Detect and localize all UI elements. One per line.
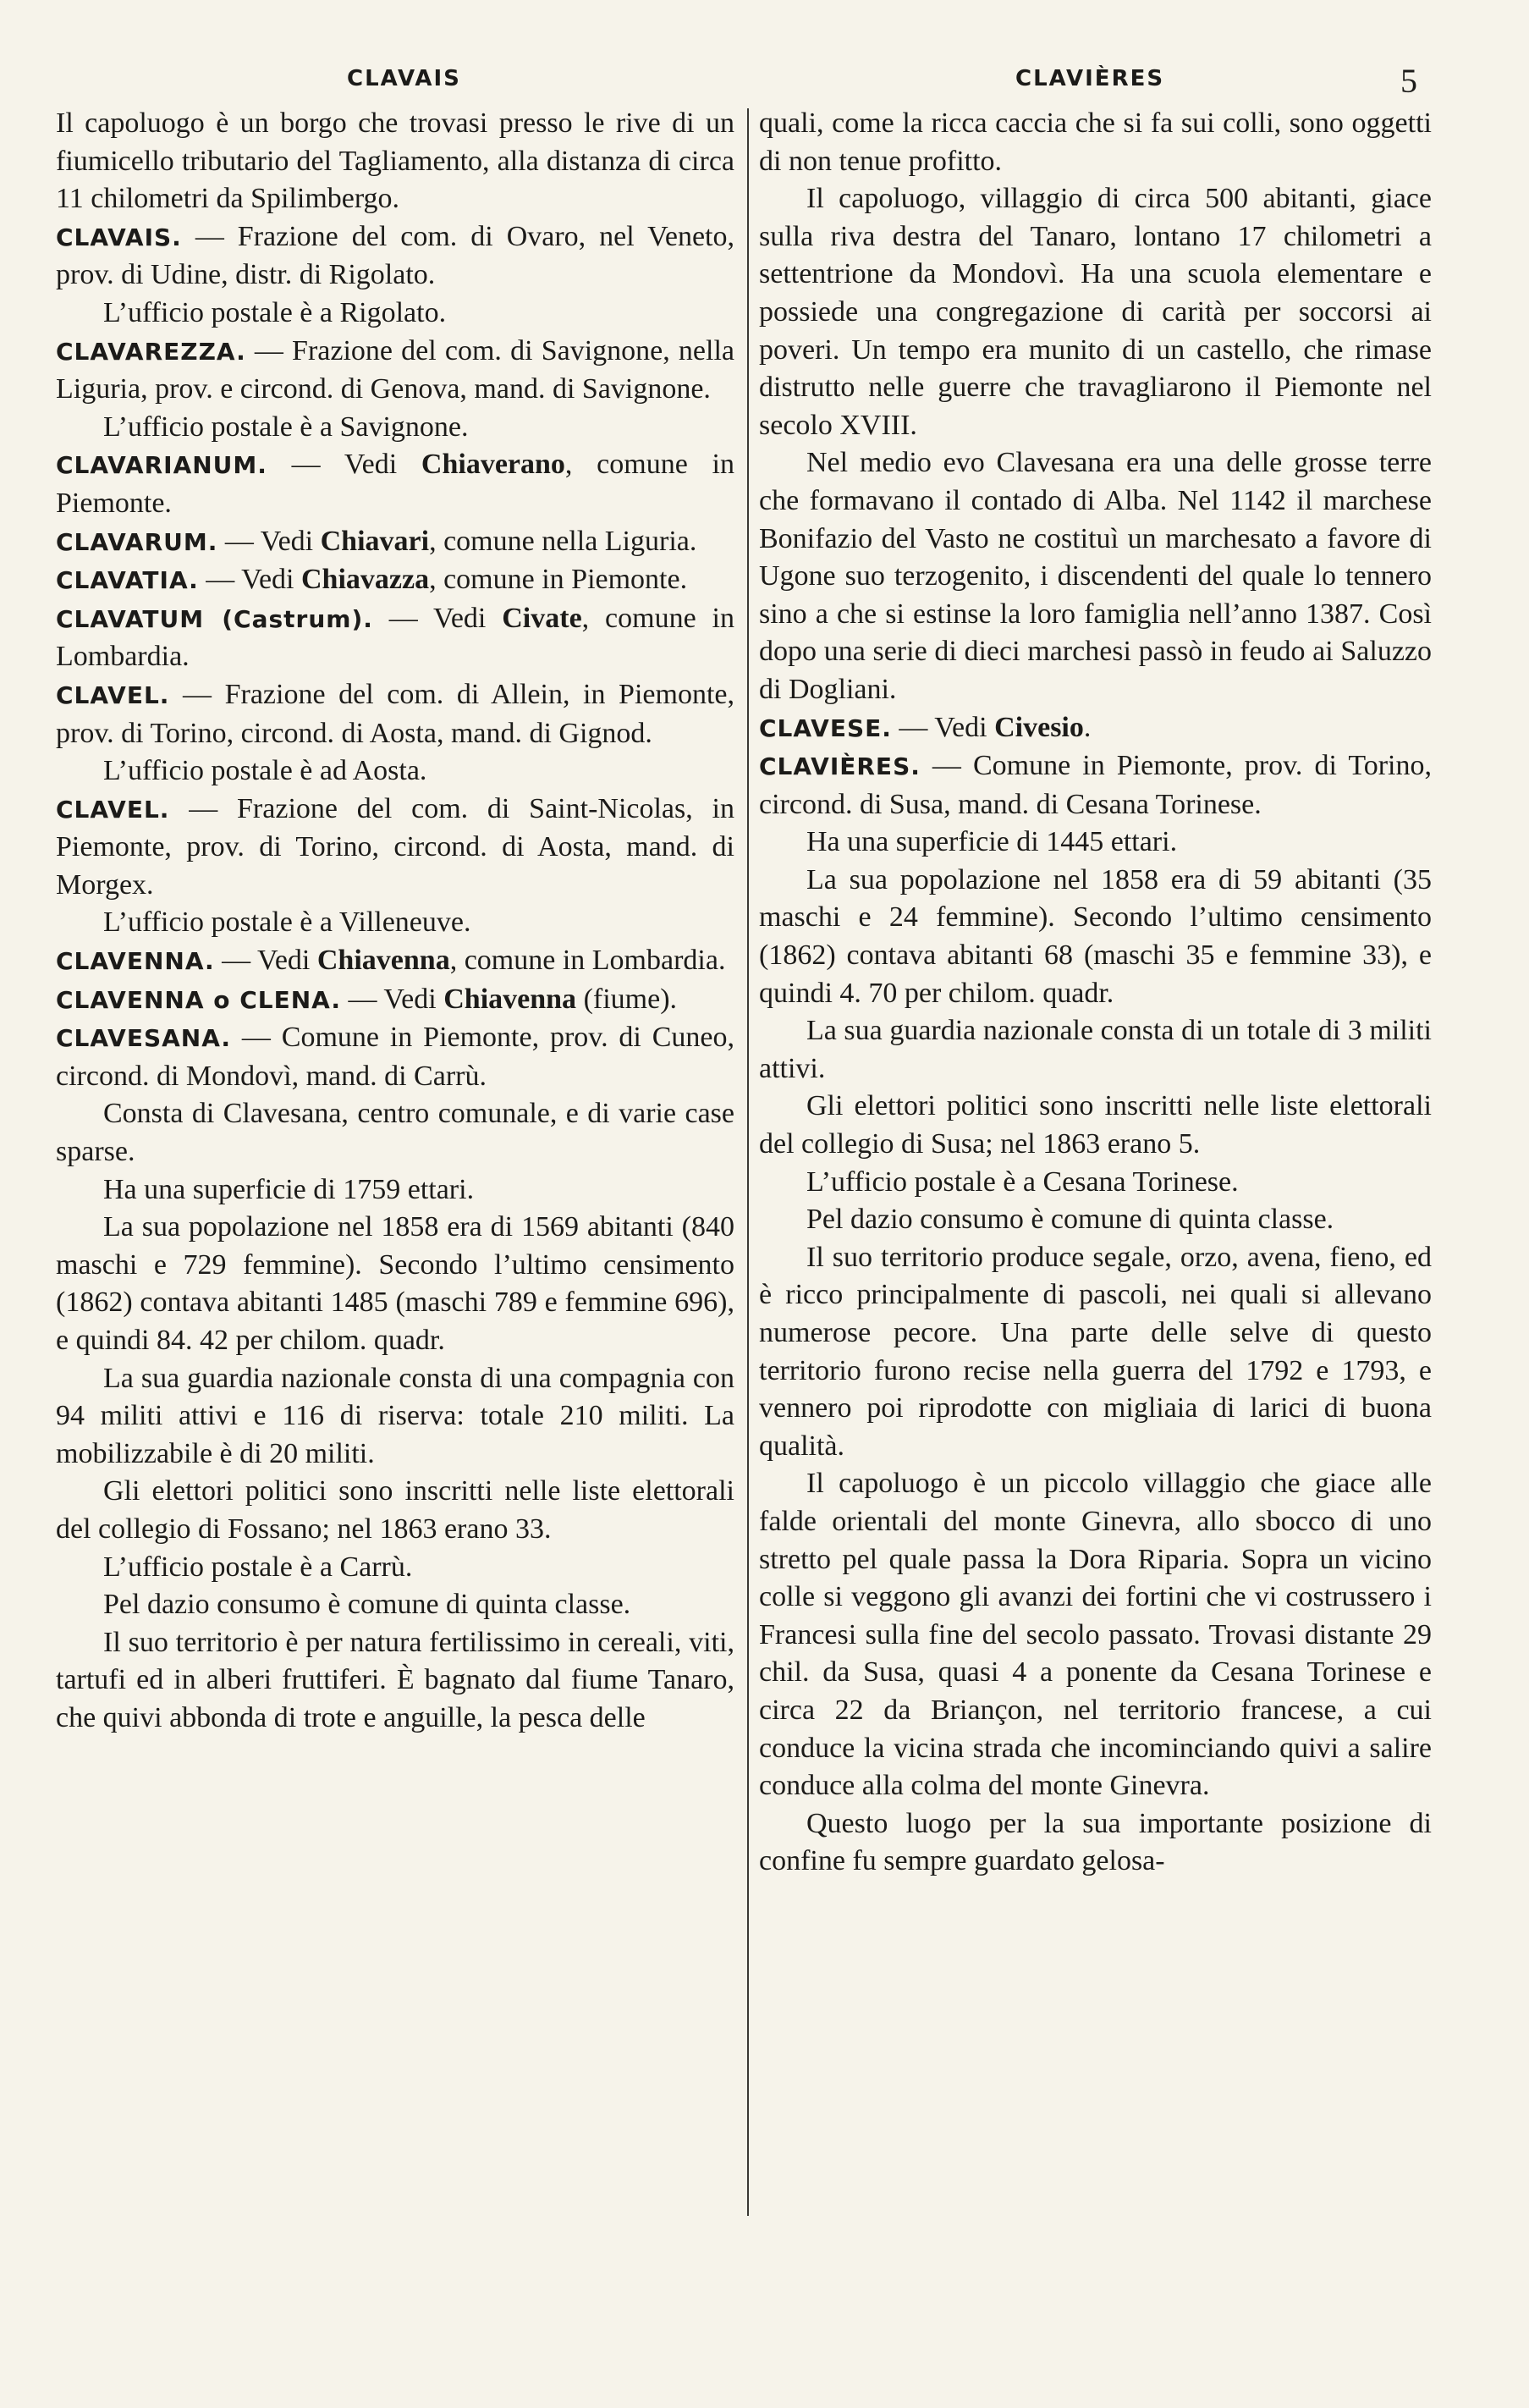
entry-text-after: , comune in Piemonte.: [56, 449, 734, 519]
entry-term: CLAVAIS.: [56, 223, 182, 251]
left-column: [56, 105, 734, 1738]
entry-text-after: , comune in Piemonte.: [429, 564, 688, 596]
dictionary-entry: [56, 561, 734, 600]
entry-text: — Vedi: [267, 449, 421, 481]
entry-text-after: .: [1083, 711, 1092, 743]
entry-term: CLAVAREZZA.: [56, 337, 246, 366]
entry-text: — Frazione del com. di Ovaro, nel Veneto, prov. di Udine, distr. di Rigolato.: [56, 220, 734, 291]
entry-term: CLAVARUM.: [56, 527, 218, 556]
entry-term: CLAVATIA.: [56, 566, 199, 595]
paragraph: [759, 180, 1432, 444]
cross-reference: Chiavari: [320, 525, 430, 557]
entry-text: — Comune in Piemonte, prov. di Cuneo, circond. di Mondovì, mand. di Carrù.: [56, 1022, 734, 1092]
entry-term: CLAVESE.: [759, 714, 892, 742]
dictionary-entry: [56, 942, 734, 981]
cross-reference: Chiavenna: [316, 945, 450, 977]
entry-text: — Frazione del com. di Savignone, nella Liguria, prov. e circond. di Genova, mand. di Savignone.: [56, 334, 734, 405]
paragraph: [56, 1549, 734, 1587]
paragraph: [56, 904, 734, 942]
paragraph-text: L’ufficio postale è a Cesana Torinese.: [806, 1165, 1239, 1198]
cross-reference: Chiaverano: [421, 449, 565, 481]
paragraph-text: L’ufficio postale è a Carrù.: [103, 1551, 413, 1583]
paragraph-text: Consta di Clavesana, centro comunale, e di varie case sparse.: [56, 1098, 734, 1168]
paragraph-text: Questo luogo per la sua importante posizione di confine fu sempre guardato gelosa-: [759, 1807, 1432, 1877]
dictionary-entry: [56, 791, 734, 905]
paragraph: [56, 105, 734, 218]
paragraph-text: Il capoluogo, villaggio di circa 500 abitanti, giace sulla riva destra del Tanaro, lontano 17 chilometri a settentrione da Mondovì. Ha una scuola elementare e possiede una congregazione di carità per soccorsi ai poveri. Un tempo era munito di un castello, che rimase distrutto nelle guerre che travagliarono il Piemonte nel secolo XVIII.: [759, 183, 1432, 441]
entry-text: — Vedi: [198, 564, 301, 596]
cross-reference: Chiavazza: [301, 564, 430, 596]
paragraph-text: Il suo territorio è per natura fertilissimo in cereali, viti, tartufi ed in alberi fruttiferi. È bagnato dal fiume Tanaro, che quivi abbonda di trote e anguille, la pesca delle: [56, 1626, 734, 1733]
entry-term: CLAVENNA.: [56, 947, 215, 976]
entry-text-after: , comune nella Liguria.: [429, 525, 697, 557]
entry-text: — Vedi: [341, 983, 444, 1015]
dictionary-entry: [56, 333, 734, 409]
cross-reference: Civate: [502, 602, 582, 634]
paragraph-text: Nel medio evo Clavesana era una delle grosse terre che formavano il contado di Alba. Nel 1142 il marchese Bonifazio del Vasto ne costituì un marchesato a favore di Ugone suo terzogenito, i discendenti del quale lo tennero sino a che si estinse la loro famiglia nell’anno 1387. Così dopo una serie di dieci marchesi passò in feudo ai Saluzzo di Dogliani.: [759, 447, 1432, 705]
paragraph: [759, 1239, 1432, 1466]
dictionary-entry: [56, 676, 734, 752]
cross-reference: Chiavenna: [443, 983, 577, 1015]
paragraph: [56, 295, 734, 333]
paragraph: [759, 1201, 1432, 1239]
paragraph-text: L’ufficio postale è a Savignone.: [103, 411, 469, 443]
paragraph-text: La sua guardia nazionale consta di una compagnia con 94 militi attivi e 116 di riserva: totale 210 militi. La mobilizzabile è di 20 militi.: [56, 1362, 734, 1469]
paragraph-text: Gli elettori politici sono inscritti nelle liste elettorali del collegio di Fossano; nel 1863 erano 33.: [56, 1475, 734, 1545]
entry-term: CLAVATUM (Castrum).: [56, 604, 373, 633]
entry-text-after: , comune in Lombardia.: [449, 945, 726, 977]
entry-term: CLAVEL.: [56, 681, 170, 709]
entry-term: CLAVARIANUM.: [56, 451, 267, 480]
paragraph-text: Il suo territorio produce segale, orzo, avena, fieno, ed è ricco principalmente di pascoli, nei quali si allevano numerose pecore. Una parte delle selve di questo territorio furono recise nella guerra del 1792 e 1793, e vennero poi riprodotte con migliaia di larici di buona qualità.: [759, 1241, 1432, 1462]
paragraph-text: quali, come la ricca caccia che si fa sui colli, sono oggetti di non tenue profitto.: [759, 107, 1432, 177]
entry-term: CLAVIÈRES.: [759, 752, 921, 781]
paragraph: [56, 1171, 734, 1210]
entry-text-after: (fiume).: [576, 983, 678, 1015]
paragraph: [56, 752, 734, 791]
paragraph: [759, 1088, 1432, 1163]
paragraph: [56, 1360, 734, 1474]
page-number: 5: [1400, 62, 1417, 100]
paragraph: [759, 824, 1432, 862]
running-head-right: CLAVIÈRES: [1015, 66, 1165, 91]
entry-term: CLAVESANA.: [56, 1024, 232, 1053]
paragraph: [56, 1473, 734, 1548]
paragraph: [759, 444, 1432, 708]
dictionary-entry: [56, 218, 734, 295]
entry-text: — Vedi: [891, 711, 995, 743]
running-head-left: CLAVAIS: [347, 66, 461, 91]
entry-text: — Frazione del com. di Saint-Nicolas, in Piemonte, prov. di Torino, circond. di Aosta, mand. di Morgex.: [56, 792, 734, 901]
paragraph: [56, 1095, 734, 1171]
paragraph-text: Ha una superficie di 1445 ettari.: [806, 826, 1178, 858]
paragraph-text: Pel dazio consumo è comune di quinta classe.: [103, 1589, 631, 1621]
entry-text: — Vedi: [214, 945, 317, 977]
right-column: [759, 105, 1432, 1881]
dictionary-entry: [759, 747, 1432, 824]
paragraph: [759, 862, 1432, 1012]
paragraph: [759, 1465, 1432, 1805]
dictionary-entry: [56, 523, 734, 562]
entry-text-after: , comune in Lombardia.: [56, 602, 735, 673]
paragraph-text: Pel dazio consumo è comune di quinta classe.: [806, 1204, 1334, 1236]
paragraph-text: Gli elettori politici sono inscritti nelle liste elettorali del collegio di Susa; nel 1863 erano 5.: [759, 1090, 1432, 1160]
page-header: [0, 62, 1529, 108]
dictionary-entry: [56, 446, 734, 522]
entry-term: CLAVEL.: [56, 795, 170, 824]
paragraph-text: L’ufficio postale è ad Aosta.: [103, 755, 427, 787]
paragraph-text: Il capoluogo è un piccolo villaggio che giace alle falde orientali del monte Ginevra, allo sbocco di uno stretto pel quale passa la Dora Riparia. Sopra un vicino colle si veggono gli avanzi dei fortini che vi costrussero i Francesi sulla fine del secolo passato. Trovasi distante 29 chil. da Susa, quasi 4 a ponente da Cesana Torinese e circa 22 da Briançon, nel territorio francese, a cui conduce la vicina strada che incominciando quivi a salire conduce alla colma del monte Ginevra.: [759, 1468, 1432, 1802]
entry-term: CLAVENNA o CLENA.: [56, 985, 342, 1014]
dictionary-entry: [56, 600, 734, 676]
column-divider: [747, 108, 749, 2216]
entry-text: — Frazione del com. di Allein, in Piemonte, prov. di Torino, circond. di Aosta, mand. di Gignod.: [56, 678, 734, 749]
entry-text: — Comune in Piemonte, prov. di Torino, circond. di Susa, mand. di Cesana Torinese.: [759, 750, 1432, 820]
paragraph: [759, 1012, 1432, 1088]
paragraph: [56, 1586, 734, 1624]
paragraph-text: Il capoluogo è un borgo che trovasi presso le rive di un fiumicello tributario del Tagliamento, alla distanza di circa 11 chilometri da Spilimbergo.: [56, 107, 734, 215]
entry-text: — Vedi: [217, 525, 321, 557]
paragraph: [759, 1805, 1432, 1881]
paragraph-text: Ha una superficie di 1759 ettari.: [103, 1173, 475, 1205]
entry-text: — Vedi: [372, 602, 503, 634]
paragraph-text: La sua guardia nazionale consta di un totale di 3 militi attivi.: [759, 1015, 1432, 1084]
paragraph: [759, 1164, 1432, 1202]
dictionary-entry: [56, 981, 734, 1020]
paragraph: [759, 105, 1432, 180]
cross-reference: Civesio: [994, 711, 1084, 743]
paragraph-text: L’ufficio postale è a Villeneuve.: [103, 906, 471, 939]
paragraph-text: La sua popolazione nel 1858 era di 1569 abitanti (840 maschi e 729 femmine). Secondo l’ultimo censimento (1862) contava abitanti 1485 (maschi 789 e femmine 696), e quindi 84. 42 per chilom. quadr.: [56, 1211, 734, 1356]
paragraph-text: L’ufficio postale è a Rigolato.: [103, 296, 447, 328]
paragraph: [56, 409, 734, 447]
dictionary-entry: [56, 1019, 734, 1095]
dictionary-entry: [759, 709, 1432, 748]
paragraph: [56, 1209, 734, 1359]
paragraph: [56, 1624, 734, 1738]
paragraph-text: La sua popolazione nel 1858 era di 59 abitanti (35 maschi e 24 femmine). Secondo l’ultimo censimento (1862) contava abitanti 68 (maschi 35 e femmine 33), e quindi 4. 70 per chilom. quadr.: [759, 863, 1432, 1009]
